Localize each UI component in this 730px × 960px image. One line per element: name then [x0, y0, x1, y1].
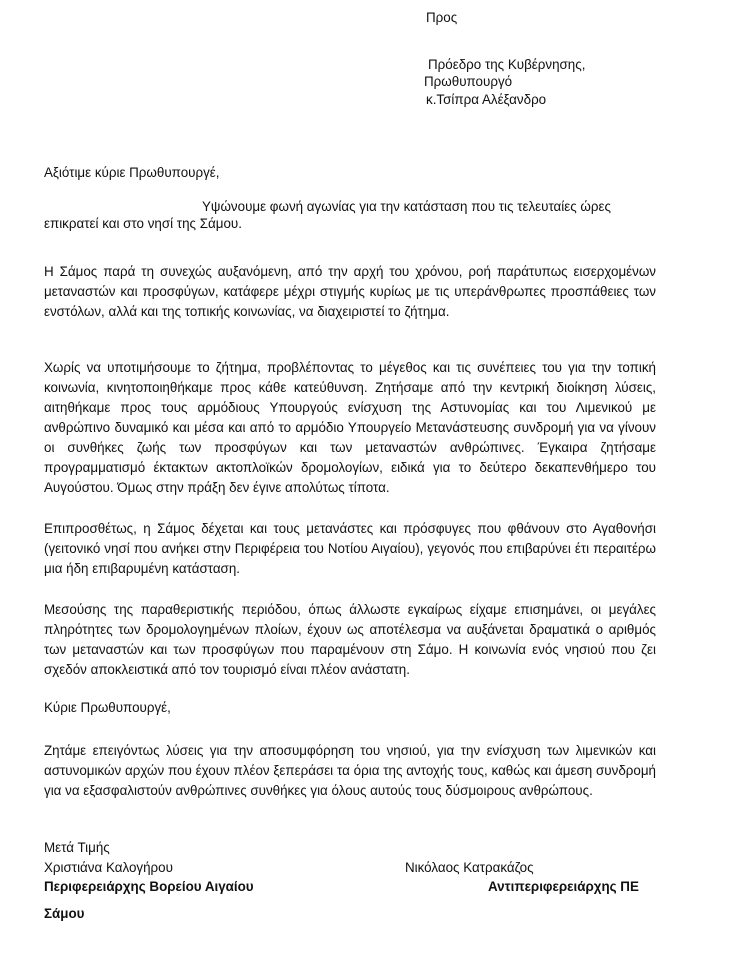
signatory-right-title: Αντιπεριφερειάρχης ΠΕ: [488, 879, 639, 894]
signoff: Μετά Τιμής: [44, 840, 110, 855]
paragraph-2: Χωρίς να υποτιμήσουμε το ζήτημα, προβλέποντας το μέγεθος και τις συνέπειες του για την τοπική κοινωνία, κινητοποιηθήκαμε προς κάθε κατεύθυνση. Ζητήσαμε από την κεντρική διοίκηση λύσεις, αιτηθήκαμε προς τους αρμόδιους Υπουργούς ενίσχυση της Αστυνομίας και του Λιμενικού με ανθρώπινο δυναμικό και μέσα και από το αρμόδιο Υπουργείο Μετανάστευσης συνδρομή για να γίνουν οι συνθήκες ζωής των προσφύγων και των μεταναστών ανθρώπινες. Έγκαιρα ζητήσαμε προγραμματισμό έκτακτων ακτοπλοϊκών δρομολογίων, ειδικά για το δεύτερο δεκαπενθήμερο του Αυγούστου. Όμως στην πράξη δεν έγινε απολύτως τίποτα.: [44, 360, 656, 495]
intro-line-2: επικρατεί και στο νησί της Σάμου.: [44, 216, 242, 231]
paragraph-3: Επιπροσθέτως, η Σάμος δέχεται και τους μετανάστες και πρόσφυγες που φθάνουν στο Αγαθονήσι (γειτονικό νησί που ανήκει στην Περιφέρεια του Νοτίου Αιγαίου), γεγονός που επιβαρύνει έτι περαιτέρω μια ήδη επιβαρυμένη κατάσταση.: [44, 521, 656, 576]
salutation: Αξιότιμε κύριε Πρωθυπουργέ,: [44, 165, 220, 180]
paragraph-1: Η Σάμος παρά τη συνεχώς αυξανόμενη, από την αρχή του χρόνου, ροή παράτυπως εισερχομένων μεταναστών και προσφύγων, κατάφερε μέχρι στιγμής κυρίως με τις υπεράνθρωπες προσπάθειες των ενστόλων, αλλά και της τοπικής κοινωνίας, να διαχειριστεί το ζήτημα.: [44, 264, 656, 319]
closing-paragraph: Ζητάμε επειγόντως λύσεις για την αποσυμφόρηση του νησιού, για την ενίσχυση των λιμενικών και αστυνομικών αρχών που έχουν πλέον ξεπεράσει τα όρια της αντοχής τους, καθώς και άμεση συνδρομή για να εξασφαλιστούν ανθρώπινες συνθήκες για όλους αυτούς τους δύσμοιρους ανθρώπους.: [44, 743, 656, 798]
recipient-line-2: Πρωθυπουργό: [424, 74, 513, 89]
recipient-to: Προς: [426, 10, 458, 25]
signatory-right-title-cont: Σάμου: [44, 906, 85, 921]
paragraph-4: Μεσούσης της παραθεριστικής περιόδου, όπως άλλωστε εγκαίρως είχαμε επισημάνει, οι μεγάλες πληρότητες των δρομολογημένων πλοίων, έχουν ως αποτέλεσμα να αυξάνεται δραματικά ο αριθμός των μεταναστών και των προσφύγων που παραμένουν στη Σάμο. Η κοινωνία ενός νησιού που ζει σχεδόν αποκλειστικά από τον τουρισμό είναι πλέον ανάστατη.: [44, 602, 656, 677]
signatory-left-name: Χριστιάνα Καλογήρου: [44, 860, 173, 875]
signatory-right-name: Νικόλαος Κατρακάζος: [405, 860, 534, 875]
recipient-line-3: κ.Τσίπρα Αλέξανδρο: [426, 92, 547, 107]
signatory-left-title: Περιφερειάρχης Βορείου Αιγαίου: [44, 879, 254, 894]
intro-line-1: Υψώνουμε φωνή αγωνίας για την κατάσταση που τις τελευταίες ώρες: [202, 199, 611, 214]
second-salutation: Κύριε Πρωθυπουργέ,: [44, 700, 171, 715]
recipient-line-1: Πρόεδρο της Κυβέρνησης,: [428, 57, 586, 72]
